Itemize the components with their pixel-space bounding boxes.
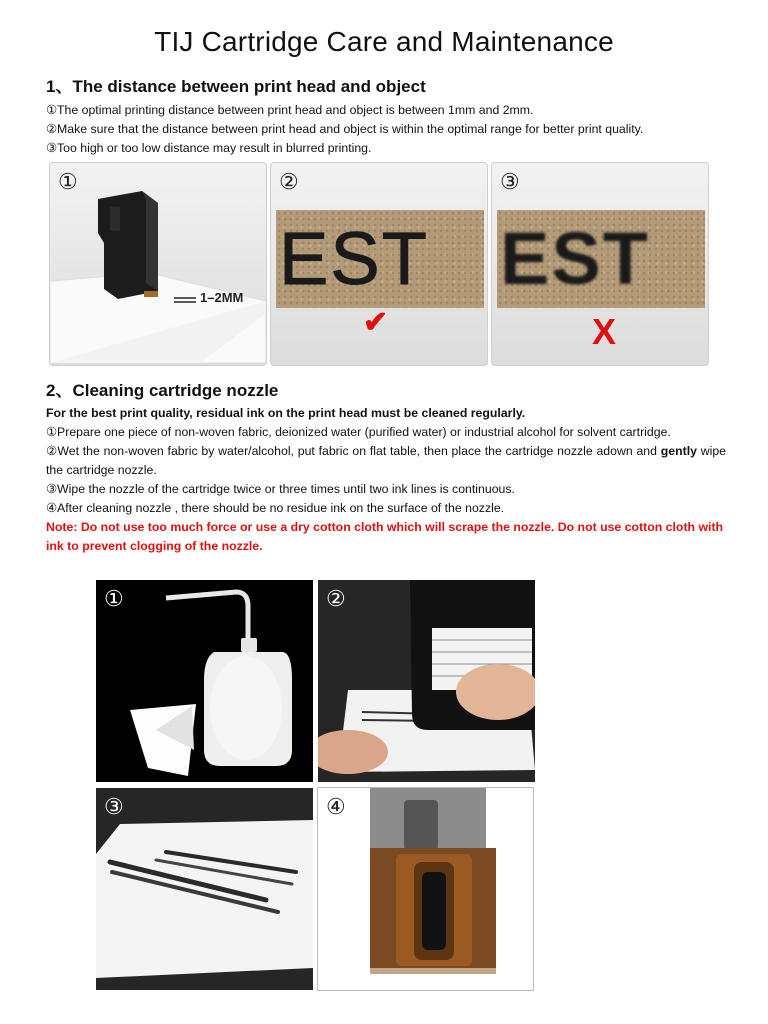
step-2-text-b: wipe the cartridge nozzle. bbox=[46, 444, 727, 477]
section1-line-1: ①The optimal printing distance between print head and object is between 1mm and 2mm. bbox=[46, 103, 534, 117]
wash-bottle-illustration bbox=[96, 580, 313, 782]
check-mark-icon: ✔ bbox=[363, 306, 389, 339]
section2-step-1: ①Prepare one piece of non-woven fabric, deionized water (purified water) or industrial alcohol for solvent cartridge. bbox=[46, 425, 671, 439]
section1-line-3: ③Too high or too low distance may result in blurred printing. bbox=[46, 141, 372, 155]
panel-3-badge: ③ bbox=[500, 169, 520, 194]
panel-2-badge: ② bbox=[279, 169, 299, 194]
blurred-print-sample: EST bbox=[500, 217, 650, 300]
good-print-panel bbox=[270, 162, 488, 366]
nozzle-closeup-illustration bbox=[318, 788, 533, 990]
photo-2-badge: ② bbox=[326, 586, 346, 611]
ink-lines-photo bbox=[96, 788, 313, 990]
blurred-print-panel bbox=[491, 162, 709, 366]
distance-label: 1–2MM bbox=[200, 290, 244, 305]
cross-mark-icon: X bbox=[592, 311, 617, 352]
cartridge-wiping-illustration bbox=[318, 580, 535, 782]
warning-note: Note: Do not use too much force or use a dry cotton cloth which will scrape the nozzle. Do not use cotton cloth with ink to prevent clogging of the nozzle. bbox=[46, 520, 724, 553]
section2-text bbox=[46, 404, 726, 556]
section2-intro: For the best print quality, residual ink on the print head must be cleaned regularly. bbox=[46, 406, 526, 420]
section1-line-2: ②Make sure that the distance between print head and object is within the optimal range for better print quality. bbox=[46, 122, 644, 136]
cleaning-supplies-photo bbox=[96, 580, 313, 782]
photo-4-badge: ④ bbox=[326, 794, 346, 819]
section2-step-3: ③Wipe the nozzle of the cartridge twice or three times until two ink lines is continuous. bbox=[46, 482, 515, 496]
ink-lines-illustration bbox=[96, 788, 313, 990]
step-2-emphasis: gently bbox=[660, 444, 697, 458]
page-title: TIJ Cartridge Care and Maintenance bbox=[154, 26, 614, 57]
panel-1-badge: ① bbox=[58, 169, 78, 194]
photo-3-badge: ③ bbox=[104, 794, 124, 819]
photo-1-badge: ① bbox=[104, 586, 124, 611]
step-2-text-a: ②Wet the non-woven fabric by water/alcohol, put fabric on flat table, then place the cartridge nozzle adown and bbox=[46, 444, 661, 458]
section2-step-2 bbox=[46, 442, 726, 480]
distance-illustration-panel bbox=[49, 162, 267, 366]
clean-nozzle-photo bbox=[317, 787, 534, 991]
section1-heading: 1、The distance between print head and object bbox=[46, 77, 426, 96]
section1-text bbox=[46, 101, 726, 158]
wiping-cartridge-photo bbox=[318, 580, 535, 782]
sharp-print-sample: EST bbox=[279, 217, 429, 300]
section2-step-4: ④After cleaning nozzle , there should be no residue ink on the surface of the nozzle. bbox=[46, 501, 505, 515]
section2-heading: 2、Cleaning cartridge nozzle bbox=[46, 381, 279, 400]
cartridge-on-paper-illustration bbox=[50, 163, 266, 365]
